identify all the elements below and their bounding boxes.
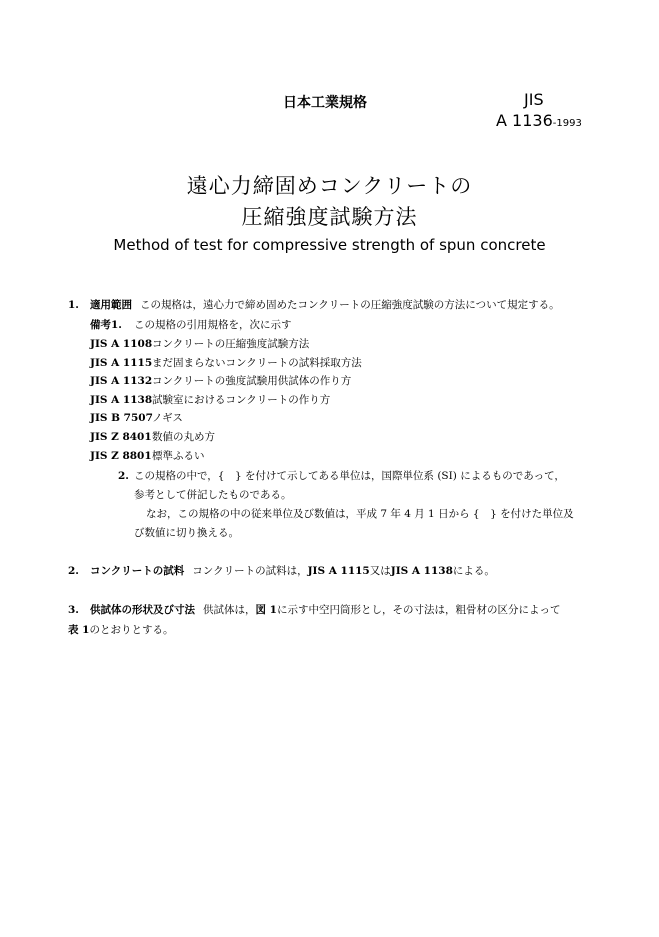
section-2-ref-1: JIS A 1115 <box>307 565 370 577</box>
section-2-number: 2. <box>68 565 79 577</box>
reference-code: JIS Z 8801 <box>90 449 152 462</box>
reference-list <box>90 335 362 465</box>
section-2-text-3: による。 <box>452 565 495 577</box>
note-2-line-1: この規格の中で，{ } を付けて示してある単位は，国際単位系 (SI) によるものであって， <box>134 470 565 482</box>
reference-title: コンクリートの圧縮強度試験方法 <box>152 338 310 350</box>
reference-title: まだ固まらないコンクリートの試料採取方法 <box>152 356 362 369</box>
note-1-text: この規格の引用規格を，次に示す <box>134 319 292 331</box>
reference-item <box>90 428 362 447</box>
reference-item <box>90 335 362 354</box>
section-2-heading: コンクリートの試料 <box>90 565 185 577</box>
reference-title: ノギス <box>152 412 183 425</box>
standard-number-main: A 1136 <box>496 111 553 130</box>
note-2-line-2: 参考として併記したものである。 <box>134 489 292 501</box>
section-1-heading: 適用範囲 <box>90 299 132 311</box>
title-line-2: 圧縮強度試験方法 <box>241 205 418 229</box>
reference-title: 標準ふるい <box>152 449 205 462</box>
reference-code: JIS A 1115 <box>90 356 153 369</box>
section-3-number: 3. <box>68 604 79 616</box>
section-3-text-2: に示す中空円筒形とし，その寸法は，粗骨材の区分によって <box>276 604 561 616</box>
standard-org-label: 日本工業規格 <box>283 95 367 111</box>
section-2-text-2: 又は <box>369 565 391 577</box>
jis-label: JIS <box>524 90 544 109</box>
figure-ref: 図 1 <box>255 604 277 616</box>
note-2 <box>118 467 574 543</box>
reference-code: JIS A 1132 <box>90 375 153 388</box>
note-1-label: 備考1. <box>90 319 122 331</box>
section-3 <box>68 600 560 640</box>
section-1-number: 1. <box>68 299 79 311</box>
standard-year: -1993 <box>552 118 582 129</box>
section-3-heading: 供試体の形状及び寸法 <box>90 604 195 616</box>
reference-item <box>90 409 362 428</box>
reference-code: JIS Z 8401 <box>90 430 152 443</box>
standard-number <box>496 111 582 130</box>
title-line-1: 遠心力締固めコンクリートの <box>186 174 473 198</box>
reference-code: JIS B 7507 <box>90 412 153 425</box>
section-2 <box>68 563 495 579</box>
section-2-text-1: コンクリートの試料は， <box>192 565 308 577</box>
section-2-ref-2: JIS A 1138 <box>390 565 453 577</box>
reference-item <box>90 354 362 373</box>
note-2-line-4: び数値に切り換える。 <box>134 527 239 539</box>
reference-code: JIS A 1108 <box>90 338 153 350</box>
reference-item <box>90 391 362 410</box>
table-ref: 表 1 <box>68 624 90 636</box>
section-1-text: この規格は，遠心力で締め固めたコンクリートの圧縮強度試験の方法について規定する。 <box>140 299 560 311</box>
note-1 <box>90 317 292 333</box>
note-2-number: 2. <box>118 470 129 482</box>
reference-title: 試験室におけるコンクリートの作り方 <box>152 393 331 406</box>
note-2-line-3: なお，この規格の中の従来単位及び数値は，平成 7 年 4 月 1 日から { } を付けた単位及 <box>146 508 574 520</box>
reference-code: JIS A 1138 <box>90 393 153 406</box>
reference-item <box>90 447 362 466</box>
reference-title: 数値の丸め方 <box>152 430 215 443</box>
reference-title: コンクリートの強度試験用供試体の作り方 <box>152 375 352 388</box>
reference-item <box>90 372 362 391</box>
title-english: Method of test for compressive strength of spun concrete <box>113 236 546 254</box>
section-3-text-1: 供試体は， <box>203 604 256 616</box>
section-3-text-3: のとおりとする。 <box>89 624 174 636</box>
section-1 <box>68 297 560 313</box>
